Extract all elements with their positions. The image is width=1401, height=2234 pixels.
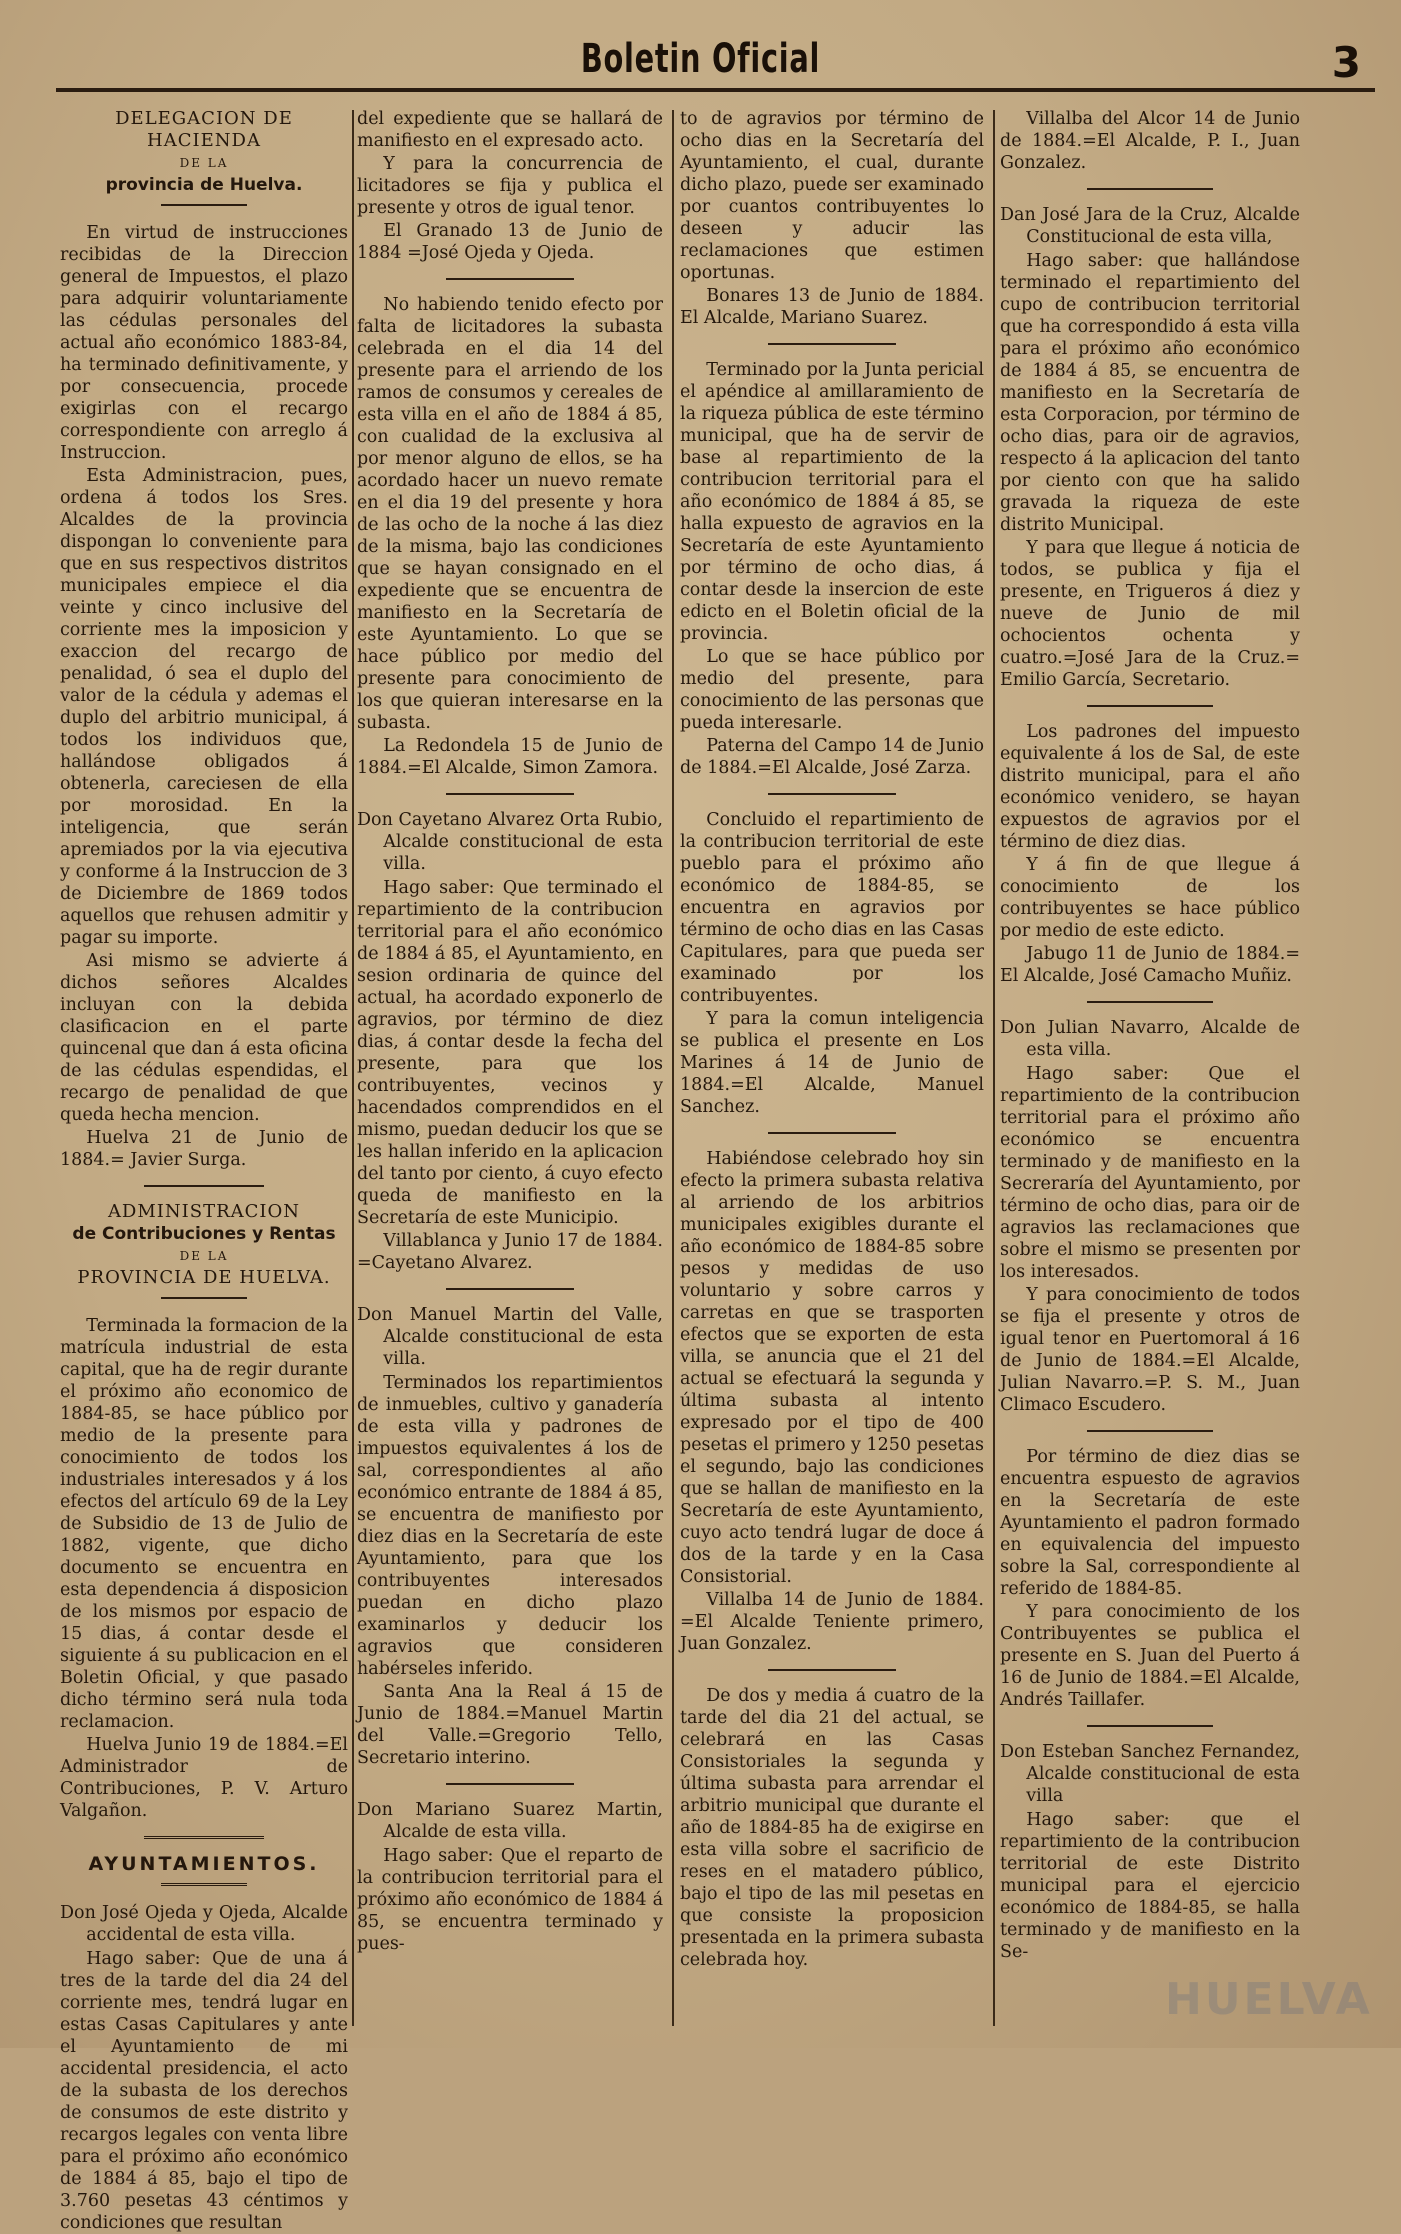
notice-heading: Don José Ojeda y Ojeda, Alcalde accidental de esta villa. — [60, 1903, 348, 1945]
paragraph: Y para que llegue á noticia de todos, se publica y fija el presente, en Trigueros á diez y nueve de Junio de mil ochocientos ochenta y cuatro.=José Jara de la Cruz.= Emilio García, Secretario. — [1000, 538, 1300, 690]
paragraph: Esta Administracion, pues, ordena á todos los Sres. Alcaldes de la provincia dispongan lo conveniente para que en sus respectivos distritos municipales empiece el dia veinte y cinco inclusive del corriente mes la imposicion y exaccion del recargo de penalidad, ó sea el duplo del valor de la cédula y ademas el duplo del arbitrio municipal, á todos los individuos que, hallándose obligados á obtenerla, careciesen de ella por morosidad. En la inteligencia, que serán apremiados por la via ejecutiva y conforme á la Instruccion de 3 de Diciembre de 1869 todos aquellos que rehusen admitir y pagar su importe. — [60, 466, 348, 948]
column-divider — [993, 110, 995, 2026]
divider — [446, 1783, 575, 1785]
divider — [144, 1185, 265, 1187]
paragraph: En virtud de instrucciones recibidas de la Direccion general de Impuestos, el plazo para adquirir voluntariamente las cédulas personales del actual año económico 1883-84, ha terminado definitivamente, y por consecuencia, procede exigirlas con el recargo correspondiente con arreglo á Instruccion. — [60, 223, 348, 463]
paragraph: to de agravios por término de ocho dias en la Secretaría del Ayuntamiento, el cual, durante dicho plazo, puede ser examinado por cuantos contribuyentes lo deseen y aducir las reclamaciones que estimen oportunas. — [680, 109, 984, 283]
divider — [161, 1297, 247, 1299]
signature: Santa Ana la Real á 15 de Junio de 1884.=Manuel Martin del Valle.=Gregorio Tello, Secretario interino. — [357, 1682, 663, 1768]
notice-heading: Don Mariano Suarez Martin, Alcalde de esta villa. — [357, 1800, 663, 1842]
section-heading-sub: DE LA — [179, 156, 229, 170]
publication-title: Boletin Oficial — [580, 36, 821, 82]
section-heading-sub: provincia de Huelva. — [105, 175, 303, 195]
column-3 — [680, 108, 984, 2023]
section-heading-sub: PROVINCIA DE HUELVA. — [77, 1267, 331, 1288]
paragraph: Lo que se hace público por medio del presente, para conocimiento de las personas que pueda interesarle. — [680, 647, 984, 733]
divider — [161, 204, 247, 206]
signature: El Granado 13 de Junio de 1884 =José Ojeda y Ojeda. — [357, 221, 663, 263]
divider — [1087, 188, 1213, 190]
signature: Huelva 21 de Junio de 1884.= Javier Surga. — [60, 1128, 348, 1170]
divider — [1087, 1725, 1213, 1727]
divider — [768, 343, 896, 345]
paragraph: Hago saber: Que terminado el repartimiento de la contribucion territorial para el año económico de 1884 á 85, el Ayuntamiento, en sesion ordinaria de quince del actual, ha acordado exponerlo de agravios, por término de diez dias, á contar desde la fecha del presente, para que los contribuyentes, vecinos y hacendados comprendidos en el mismo, puedan deducir los que se les hallan inferido en la aplicacion del tanto por ciento, á cuyo efecto queda de manifiesto en la Secretaría de este Municipio. — [357, 878, 663, 1228]
divider — [446, 793, 575, 795]
archive-watermark: HUELVA — [1165, 1974, 1373, 2025]
paragraph: Terminados los repartimientos de inmuebles, cultivo y ganadería de esta villa y padrones de impuestos equivalentes á los de sal, correspondientes al año económico entrante de 1884 á 85, se encuentra de manifiesto por diez dias en la Secretaría de este Ayuntamiento, para que los contribuyentes interesados puedan en dicho plazo examinarlos y deducir los agravios que consideren habérseles inferido. — [357, 1373, 663, 1679]
paragraph: Hago saber: Que el repartimiento de la contribucion territorial para el próximo año económico se encuentra terminado y de manifiesto en la Secreraría del Ayuntamiento, por término de ocho dias, para oir de agravios las reclamaciones que sobre el mismo se presenten por los interesados. — [1000, 1064, 1300, 1282]
divider — [768, 793, 896, 795]
divider — [1087, 1430, 1213, 1432]
paragraph: Y para conocimiento de los Contribuyentes se publica el presente en S. Juan del Puerto á 16 de Junio de 1884.=El Alcalde, Andrés Taillafer. — [1000, 1602, 1300, 1710]
paragraph: Hago saber: Que de una á tres de la tarde del dia 24 del corriente mes, tendrá lugar en estas Casas Capitulares y ante el Ayuntamiento de mi accidental presidencia, el acto de la subasta de los derechos de consumos de este distrito y recargos legales con venta libre para el próximo año económico de 1884 á 85, bajo el tipo de 3.760 pesetas 43 céntimos y condiciones que resultan — [60, 1949, 348, 2233]
paragraph: Y para la comun inteligencia se publica el presente en Los Marines á 14 de Junio de 1884.=El Alcalde, Manuel Sanchez. — [680, 1009, 984, 1117]
divider — [768, 1132, 896, 1134]
paragraph: Y para conocimiento de todos se fija el presente y otros de igual tenor en Puertomoral á 16 de Junio de 1884.=El Alcalde, Julian Navarro.=P. S. M., Juan Climaco Escudero. — [1000, 1285, 1300, 1415]
paragraph: De dos y media á cuatro de la tarde del dia 21 del actual, se celebrará en las Casas Consistoriales la segunda y última subasta para arrendar el arbitrio municipal que durante el año de 1884-85 ha de exigirse en esta villa sobre el sacrificio de reses en el matadero público, bajo el tipo de las mil pesetas en que consiste la proposicion presentada en la primera subasta celebrada hoy. — [680, 1686, 984, 1970]
column-1 — [60, 108, 348, 2233]
section-heading-sub: de Contribuciones y Rentas — [72, 1224, 336, 1244]
paragraph: Los padrones del impuesto equivalente á los de Sal, de este distrito municipal, para el año económico venidero, se hayan expuestos de agravios por el término de diez dias. — [1000, 722, 1300, 852]
paragraph: Hago saber: que hallándose terminado el repartimiento del cupo de contribucion territorial que ha correspondido á esta villa para el próximo año económico de 1884 á 85, se encuentra de manifiesto en la Secretaría de esta Corporacion, por término de ocho dias, para oir de agravios, respecto á la aplicacion del tanto por ciento con que ha salido gravada la riqueza de este distrito Municipal. — [1000, 251, 1300, 535]
signature: La Redondela 15 de Junio de 1884.=El Alcalde, Simon Zamora. — [357, 736, 663, 778]
notice-heading: Dan José Jara de la Cruz, Alcalde Constitucional de esta villa, — [1000, 205, 1300, 247]
notice-heading: Don Manuel Martin del Valle, Alcalde constitucional de esta villa. — [357, 1305, 663, 1369]
signature: Paterna del Campo 14 de Junio de 1884.=El Alcalde, José Zarza. — [680, 736, 984, 778]
divider — [1087, 705, 1213, 707]
divider — [1087, 1001, 1213, 1003]
paragraph: No habiendo tenido efecto por falta de licitadores la subasta celebrada en el dia 14 del presente para el arriendo de los ramos de consumos y cereales de esta villa en el año de 1884 á 85, con cualidad de la exclusiva al por menor alguno de ellos, se ha acordado hacer un nuevo remate en el dia 19 del presente y hora de las ocho de la noche á las diez de la misma, bajo las condiciones que se hayan consignado en el expediente que se encuentra de manifiesto en la Secretaría de este Ayuntamiento. Lo que se hace público por medio del presente para conocimiento de los que quieran interesarse en la subasta. — [357, 295, 663, 733]
column-divider — [672, 110, 674, 2026]
divider — [144, 1836, 265, 1839]
header-rule — [56, 88, 1375, 92]
paragraph: Terminada la formacion de la matrícula industrial de esta capital, que ha de regir durante el próximo año economico de 1884-85, se hace público por medio de la presente para conocimiento de todos los industriales interesados y á los efectos del artículo 69 de la Ley de Subsidio de 13 de Julio de 1882, vigente, que dicho documento se encuentra en esta dependencia á disposicion de los mismos por espacio de 15 dias, á contar desde el siguiente á su publicacion en el Boletin Oficial, y que pasado dicho término será nula toda reclamacion. — [60, 1316, 348, 1732]
paragraph: Y á fin de que llegue á conocimiento de los contribuyentes se hace público por medio de este edicto. — [1000, 855, 1300, 941]
divider — [446, 278, 575, 280]
paragraph: Concluido el repartimiento de la contribucion territorial de este pueblo para el próximo año económico de 1884-85, se encuentra en agravios por término de ocho dias en las Casas Capitulares, para que pueda ser examinado por los contribuyentes. — [680, 810, 984, 1006]
divider — [161, 1883, 247, 1886]
notice-heading: Don Esteban Sanchez Fernandez, Alcalde constitucional de esta villa — [1000, 1742, 1300, 1806]
signature: Villalba 14 de Junio de 1884. =El Alcalde Teniente primero, Juan Gonzalez. — [680, 1590, 984, 1654]
notice-heading: Don Julian Navarro, Alcalde de esta villa. — [1000, 1018, 1300, 1060]
section-title: AYUNTAMIENTOS. — [88, 1853, 320, 1875]
column-4 — [1000, 108, 1300, 2023]
paragraph: Asi mismo se advierte á dichos señores Alcaldes incluyan con la debida clasificacion en el parte quincenal que dan á esta oficina de las cédulas espendidas, el recargo de penalidad de que queda hecha mencion. — [60, 951, 348, 1125]
divider — [768, 1669, 896, 1671]
signature: Jabugo 11 de Junio de 1884.= El Alcalde, José Camacho Muñiz. — [1000, 944, 1300, 986]
section-heading: ADMINISTRACION — [107, 1201, 301, 1222]
paragraph: Y para la concurrencia de licitadores se fija y publica el presente y otros de igual tenor. — [357, 154, 663, 218]
paragraph: Hago saber: Que el reparto de la contribucion territorial para el próximo año económico de 1884 á 85, se encuentra terminado y pues- — [357, 1846, 663, 1954]
divider — [446, 1288, 575, 1290]
paragraph: Terminado por la Junta pericial el apéndice al amillaramiento de la riqueza pública de este término municipal, que ha de servir de base al repartimiento de la contribucion territorial para el año económico de 1884 á 85, se halla expuesto de agravios en la Secretaría de este Ayuntamiento por término de ocho dias, á contar desde la insercion de este edicto en el Boletin oficial de la provincia. — [680, 360, 984, 644]
paragraph: Habiéndose celebrado hoy sin efecto la primera subasta relativa al arriendo de los arbitrios municipales exigibles durante el año económico de 1884-85 sobre pesos y medidas de uso voluntario y sobre carros y carretas en que se trasporten efectos que se exporten de esta villa, se anuncia que el 21 del actual se efectuará la segunda y última subasta al intento expresado por el tipo de 400 pesetas el primero y 1250 pesetas el segundo, bajo las condiciones que se hallan de manifiesto en la Secretaría de este Ayuntamiento, cuyo acto tendrá lugar de doce á dos de la tarde y en la Casa Consistorial. — [680, 1149, 984, 1587]
signature: Villalba del Alcor 14 de Junio de 1884.=El Alcalde, P. I., Juan Gonzalez. — [1000, 109, 1300, 173]
signature: Villablanca y Junio 17 de 1884. =Cayetano Alvarez. — [357, 1231, 663, 1273]
paragraph: Por término de diez dias se encuentra espuesto de agravios en la Secretaría de este Ayuntamiento el padron formado en equivalencia del impuesto sobre la Sal, correspondiente al referido de 1884-85. — [1000, 1447, 1300, 1599]
signature: Huelva Junio 19 de 1884.=El Administrador de Contribuciones, P. V. Arturo Valgañon. — [60, 1735, 348, 1821]
signature: Bonares 13 de Junio de 1884. El Alcalde, Mariano Suarez. — [680, 286, 984, 328]
paragraph: del expediente que se hallará de manifiesto en el expresado acto. — [357, 109, 663, 151]
page-header — [0, 0, 1401, 100]
column-2 — [357, 108, 663, 2023]
section-heading-sub: DE LA — [179, 1249, 229, 1263]
page-number: 3 — [1331, 38, 1361, 87]
column-divider — [352, 110, 354, 2026]
notice-heading: Don Cayetano Alvarez Orta Rubio, Alcalde constitucional de esta villa. — [357, 810, 663, 874]
section-heading: DELEGACION DE HACIENDA — [115, 108, 293, 151]
paragraph: Hago saber: que el repartimiento de la contribucion territorial de este Distrito municipal para el ejercicio económico de 1884-85, se halla terminado y de manifiesto en la Se- — [1000, 1810, 1300, 1962]
